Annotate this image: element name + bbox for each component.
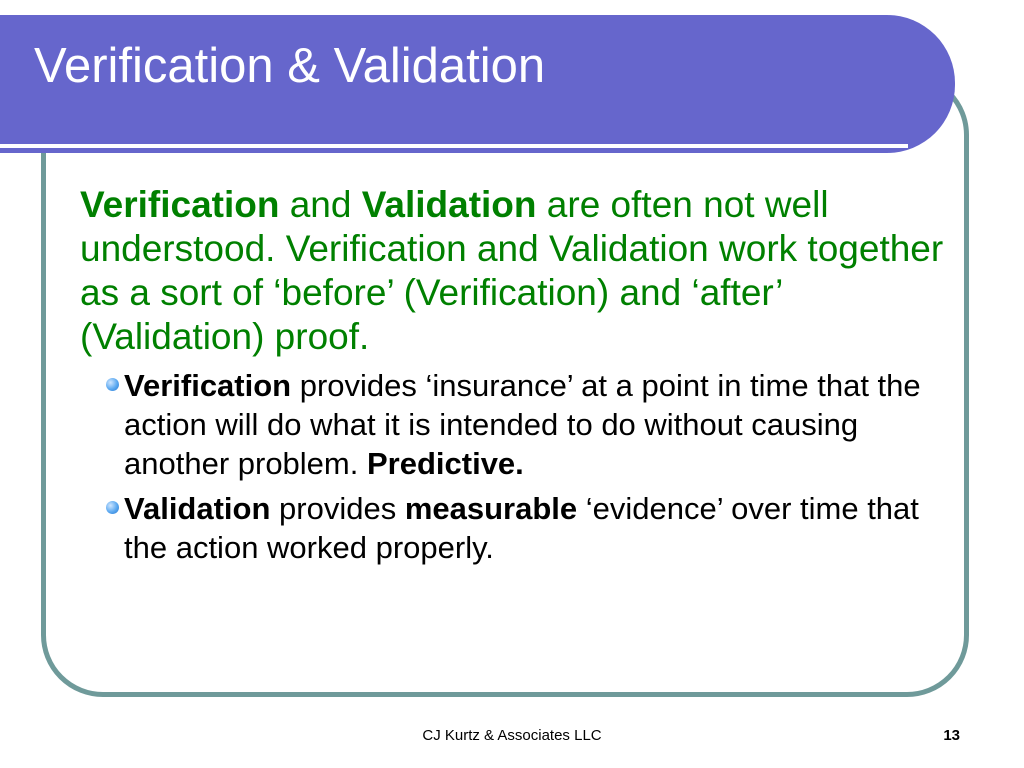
- bullet-verification: [105, 366, 945, 483]
- bullet-dot-icon: [106, 501, 119, 514]
- intro-term-verification: Verification: [80, 184, 280, 225]
- bullet-text-after: ‘evidence’ over time that the action worked properly.: [124, 491, 919, 565]
- intro-rest: are often not well understood. Verification and Validation work together as a sort of ‘before’ (Verification) and ‘after’ (Validation) proof.: [80, 184, 944, 357]
- bullet-dot-icon: [106, 378, 119, 391]
- slide-title: Verification & Validation: [34, 39, 546, 93]
- intro-join: and: [279, 184, 362, 225]
- bullet-list: [105, 366, 945, 573]
- footer-company: CJ Kurtz & Associates LLC: [422, 727, 602, 744]
- bullet-emphasis: Predictive.: [366, 446, 524, 481]
- bullet-emphasis: measurable: [404, 491, 578, 526]
- bullet-term: Verification: [124, 368, 292, 403]
- page-number: 13: [943, 727, 960, 744]
- bullet-text: provides ‘insurance’ at a point in time that the action will do what it is intended to do without causing another problem.: [124, 368, 921, 481]
- title-underline: [0, 144, 908, 148]
- bullet-term: Validation: [124, 491, 271, 526]
- bullet-text-before: provides: [270, 491, 405, 526]
- intro-term-validation: Validation: [361, 184, 537, 225]
- bullet-validation: [105, 489, 945, 567]
- intro-paragraph: [80, 183, 960, 359]
